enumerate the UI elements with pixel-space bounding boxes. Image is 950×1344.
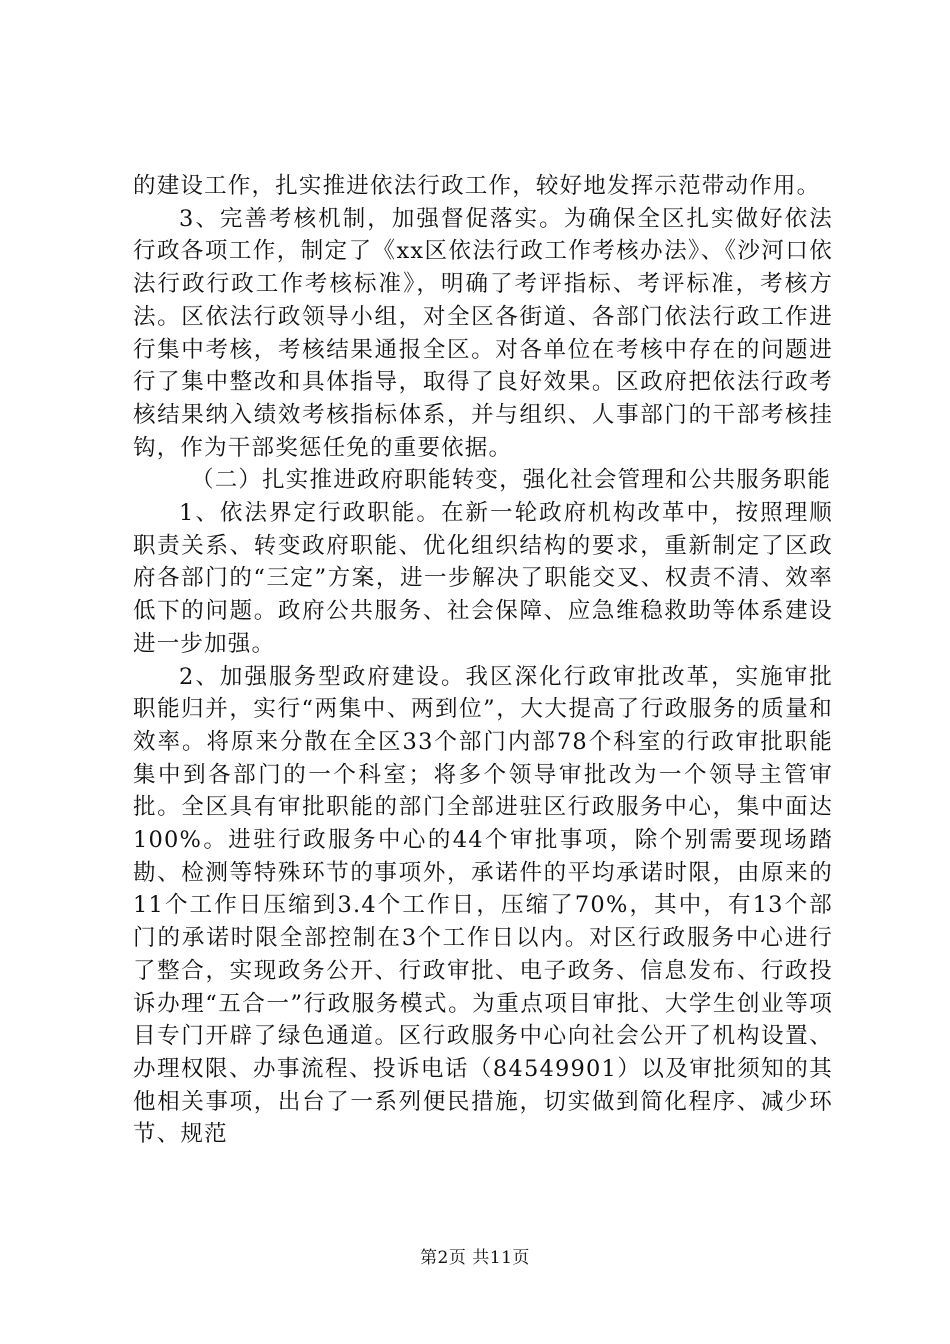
paragraph-service-government: 2、加强服务型政府建设。我区深化行政审批改革，实施审批职能归并，实行“两集中、两到位”，大大提高了行政服务的质量和效率。将原来分散在全区33个部门内部78个科室的行政审批职能集中到各部门的一个科室；将多个领导审批改为一个领导主管审批。全区具有审批职能的部门全部进驻区行政服务中心，集中面达100%。进驻行政服务中心的44个审批事项，除个别需要现场踏勘、检测等特殊环节的事项外，承诺件的平均承诺时限，由原来的11个工作日压缩到3.4个工作日，压缩了70%，其中，有13个部门的承诺时限全部控制在3个工作日以内。对区行政服务中心进行了整合，实现政务公开、行政审批、电子政务、信息发布、行政投诉办理“五合一”行政服务模式。为重点项目审批、大学生创业等项目专门开辟了绿色通道。区行政服务中心向社会公开了机构设置、办理权限、办事流程、投诉电话（84549901）以及审批须知的其他相关事项，出台了一系列便民措施，切实做到简化程序、减少环节、规范 [133,663,833,1148]
paragraph-continuation: 的建设工作，扎实推进依法行政工作，较好地发挥示范带动作用。 [133,173,821,199]
paragraph-define-administrative-functions: 1、依法界定行政职能。在新一轮政府机构改革中，按照理顺职责关系、转变政府职能、优化组织结构的要求，重新制定了区政府各部门的“三定”方案，进一步解决了职能交叉、权责不清、效率低下的问题。政府公共服务、社会保障、应急维稳救助等体系建设进一步加强。 [133,500,833,657]
page-number-footer: 第2页 共11页 [420,1248,530,1268]
paragraph-assessment-mechanism: 3、完善考核机制，加强督促落实。为确保全区扎实做好依法行政各项工作，制定了《xx区依法行政工作考核办法》、《沙河口依法行政行政工作考核标准》，明确了考评指标、考评标准，考核方法。区依法行政领导小组，对全区各街道、各部门依法行政工作进行集中考核，考核结果通报全区。对各单位在考核中存在的问题进行了集中整改和具体指导，取得了良好效果。区政府把依法行政考核结果纳入绩效考核指标体系，并与组织、人事部门的干部考核挂钩，作为干部奖惩任免的重要依据。 [133,205,833,461]
document-body [133,170,833,1151]
section-heading-function-transformation: （二）扎实推进政府职能转变，强化社会管理和公共服务职能 [191,467,831,494]
